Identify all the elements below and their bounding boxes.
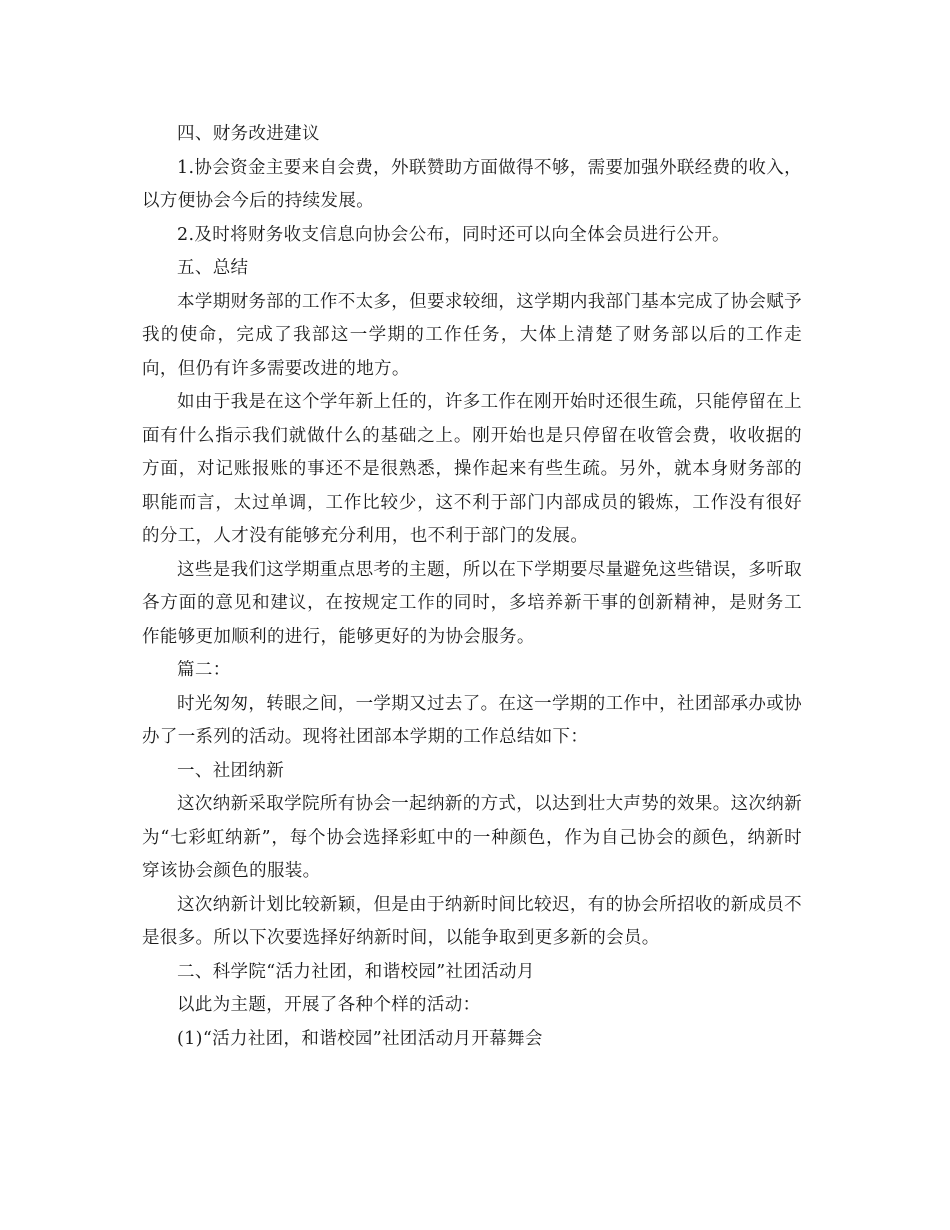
paragraph: 以此为主题，开展了各种个样的活动：: [177, 995, 481, 1015]
section-heading-finance-suggestions: 四、财务改进建议: [177, 124, 320, 144]
paragraph: 这次纳新计划比较新颖，但是由于纳新时间比较迟，有的协会所招收的新成员不是很多。所以下次要选择好纳新时间，以能争取到更多新的会员。: [142, 894, 802, 948]
list-item: (1)“活力社团，和谐校园”社团活动月开幕舞会: [177, 1028, 543, 1049]
paragraph: 1.协会资金主要来自会费，外联赞助方面做得不够，需要加强外联经费的收入，以方便协会今后的持续发展。: [142, 157, 802, 211]
paragraph: 这次纳新采取学院所有协会一起纳新的方式，以达到壮大声势的效果。这次纳新为“七彩虹纳新”，每个协会选择彩虹中的一种颜色，作为自己协会的颜色，纳新时穿该协会颜色的服装。: [142, 794, 802, 881]
paragraph: 本学期财务部的工作不太多，但要求较细，这学期内我部门基本完成了协会赋予我的使命，完成了我部这一学期的工作任务，大体上清楚了财务部以后的工作走向，但仍有许多需要改进的地方。: [142, 291, 802, 379]
paragraph: 如由于我是在这个学年新上任的，许多工作在刚开始时还很生疏，只能停留在上面有什么指示我们就做什么的基础之上。刚开始也是只停留在收管会费，收收据的方面，对记账报账的事还不是很熟悉，操作起来有些生疏。另外，就本身财务部的职能而言，太过单调，工作比较少，这不利于部门内部成员的锻炼，工作没有很好的分工，人才没有能够充分利用，也不利于部门的发展。: [142, 392, 802, 546]
document-body: [142, 118, 802, 1056]
section-heading-club-recruitment: 一、社团纳新: [177, 760, 285, 781]
section-heading-summary: 五、总结: [177, 258, 249, 278]
paragraph: 时光匆匆，转眼之间，一学期又过去了。在这一学期的工作中，社团部承办或协办了一系列的活动。现将社团部本学期的工作总结如下：: [142, 693, 802, 747]
paragraph: 2.及时将财务收支信息向协会公布，同时还可以向全体会员进行公开。: [177, 224, 730, 245]
section-heading-part-two: 篇二：: [177, 660, 231, 680]
paragraph: 这些是我们这学期重点思考的主题，所以在下学期要尽量避免这些错误，多听取各方面的意见和建议，在按规定工作的同时，多培养新干事的创新精神，是财务工作能够更加顺利的进行，能够更好的为协会服务。: [142, 559, 802, 647]
section-heading-activity-month: 二、科学院“活力社团，和谐校园”社团活动月: [177, 961, 535, 982]
